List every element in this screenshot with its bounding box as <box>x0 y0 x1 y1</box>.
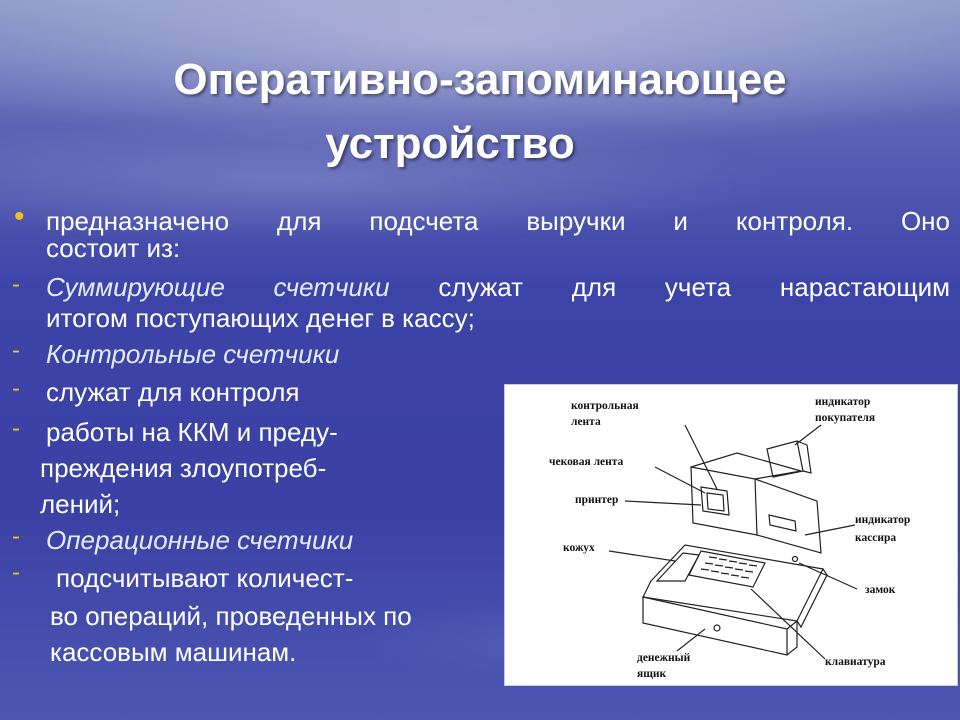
item3-line-1: подсчитывают количест- <box>56 563 354 593</box>
label-customer-display-1: индикатор <box>815 396 871 408</box>
dash-marker-2: - <box>12 337 20 364</box>
label-printer: принтер <box>575 494 619 506</box>
dash-marker-5: - <box>12 523 20 550</box>
item1-term: Суммирующие счетчики <box>46 272 390 302</box>
label-customer-display-2: покупателя <box>815 412 876 424</box>
cashier-display <box>769 515 796 531</box>
dash-marker-1: - <box>12 271 20 298</box>
item1-line <box>46 272 950 302</box>
bullet-marker: • <box>14 200 25 233</box>
item2-line-2: работы на ККМ и преду- <box>46 417 338 447</box>
upper-housing <box>755 479 821 553</box>
dash-marker-4: - <box>12 415 20 442</box>
printer-housing-front <box>691 467 757 535</box>
intro-line-2: состоит из: <box>46 233 181 263</box>
label-control-tape-2: лента <box>571 416 601 428</box>
label-casing: кожух <box>563 542 595 554</box>
title-line-2: устройство <box>325 119 575 168</box>
item1-continuation: итогом поступающих денег в кассу; <box>46 303 475 333</box>
dash-marker-6: - <box>12 559 20 586</box>
title-line-1: Оперативно-запоминающее <box>173 55 787 104</box>
label-keyboard: клавиатура <box>825 656 886 668</box>
item2-line-1: служат для контроля <box>46 377 300 407</box>
drawer-keyhole <box>714 625 720 631</box>
label-cashier-display-1: индикатор <box>855 514 911 526</box>
slide-title <box>0 48 960 176</box>
item3-term: Операционные счетчики <box>46 525 354 555</box>
cash-drawer-side <box>787 621 797 655</box>
label-cashier-display-2: кассира <box>855 532 897 544</box>
label-cash-drawer-2: ящик <box>637 668 667 680</box>
cash-register-illustration <box>505 385 957 685</box>
left-panel <box>657 553 699 581</box>
register-drawing <box>609 425 857 659</box>
item2-line-4: лений; <box>40 489 121 519</box>
dash-marker-3: - <box>12 375 20 402</box>
intro-line-1: предназначено для подсчета выручки и контроля. Оно <box>46 206 950 236</box>
customer-display <box>767 441 803 477</box>
item1-text: служат для учета нарастающим <box>438 272 950 302</box>
item2-term: Контрольные счетчики <box>46 339 340 369</box>
item3-line-3: кассовым машинам. <box>50 637 297 667</box>
label-cash-drawer-1: денежный <box>637 652 691 664</box>
item2-line-3: преждения злоупотреб- <box>40 453 327 483</box>
item3-line-2: во операций, проведенных по <box>50 601 412 631</box>
label-control-tape-1: контрольная <box>571 400 639 412</box>
cash-register-diagram <box>504 384 958 686</box>
register-body-side <box>797 569 827 627</box>
printer-window <box>701 487 729 515</box>
lock-keyhole <box>793 557 798 562</box>
label-lock: замок <box>865 584 896 596</box>
label-receipt-tape: чековая лента <box>549 456 624 468</box>
